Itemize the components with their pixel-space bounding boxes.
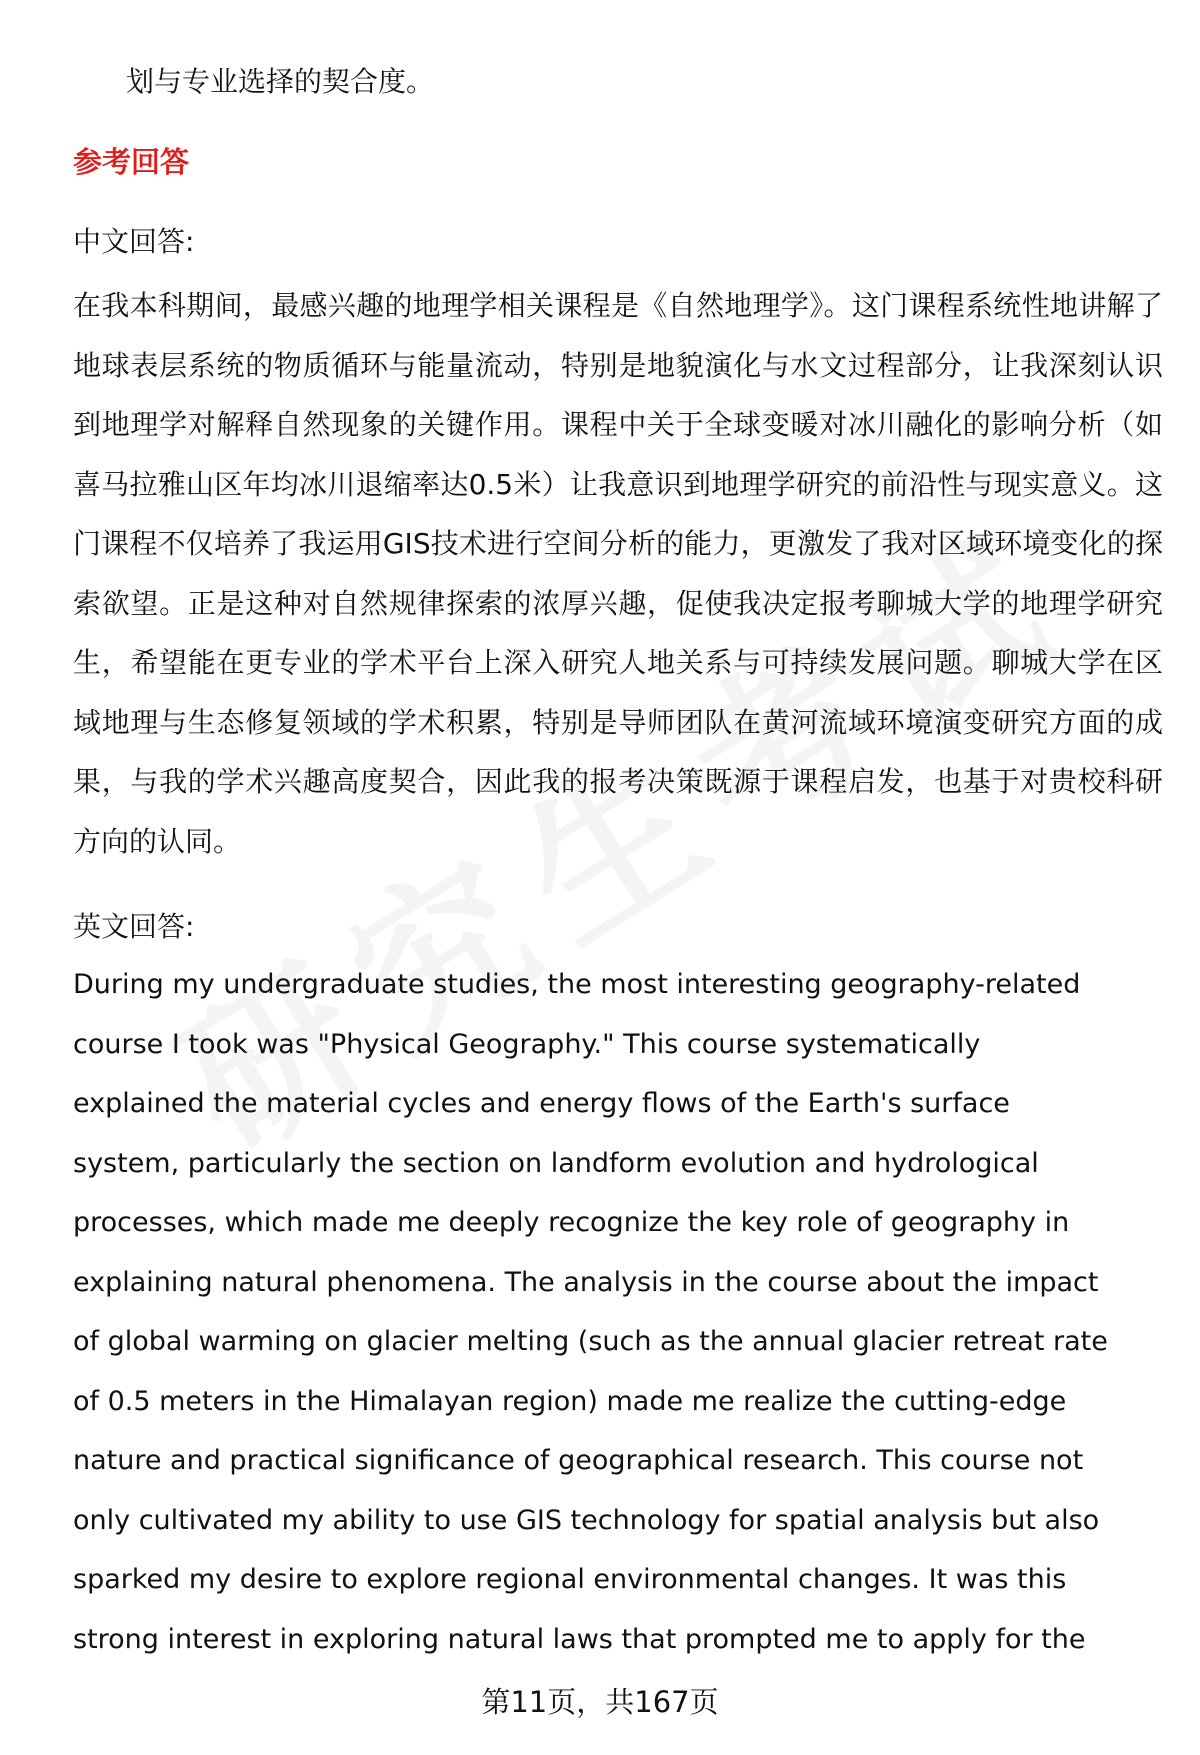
english-answer-label: 英文回答: (73, 910, 195, 943)
english-line: nature and practical significance of geographical research. This course not (73, 1445, 1084, 1476)
english-line: During my undergraduate studies, the most interesting geography-related (73, 969, 1081, 1000)
english-line: only cultivated my ability to use GIS technology for spatial analysis but also (73, 1504, 1100, 1536)
english-line: sparked my desire to explore regional environmental changes. It was this (73, 1564, 1067, 1595)
english-line: strong interest in exploring natural laws that prompted me to apply for the (73, 1623, 1086, 1655)
english-line: course I took was "Physical Geography." This course systematically (73, 1028, 981, 1060)
carry-over-line: 划与专业选择的契合度。 (126, 65, 435, 98)
english-answer-paragraph (73, 955, 1163, 1669)
english-line: system, particularly the section on landform evolution and hydrological (73, 1147, 1039, 1179)
english-line: explained the material cycles and energy flows of the Earth's surface (73, 1088, 1010, 1119)
page-footer: 第11页，共167页 (481, 1685, 719, 1719)
section-heading: 参考回答 (73, 145, 190, 179)
english-line: explaining natural phenomena. The analysis in the course about the impact (73, 1266, 1099, 1298)
english-line: of global warming on glacier melting (such as the annual glacier retreat rate (73, 1326, 1108, 1357)
english-line: processes, which made me deeply recognize the key role of geography in (73, 1207, 1070, 1238)
chinese-answer-paragraph: 在我本科期间，最感兴趣的地理学相关课程是《自然地理学》。这门课程系统性地讲解了地球表层系统的物质循环与能量流动，特别是地貌演化与水文过程部分，让我深刻认识到地理学对解释自然现象的关键作用。课程中关于全球变暖对冰川融化的影响分析（如喜马拉雅山区年均冰川退缩率达0.5米）让我意识到地理学研究的前沿性与现实意义。这门课程不仅培养了我运用GIS技术进行空间分析的能力，更激发了我对区域环境变化的探索欲望。正是这种对自然规律探索的浓厚兴趣，促使我决定报考聊城大学的地理学研究生，希望能在更专业的学术平台上深入研究人地关系与可持续发展问题。聊城大学在区域地理与生态修复领域的学术积累，特别是导师团队在黄河流域环境演变研究方面的成果，与我的学术兴趣高度契合，因此我的报考决策既源于课程启发，也基于对贵校科研方向的认同。 (73, 289, 1163, 858)
chinese-answer-label: 中文回答: (73, 225, 195, 258)
english-line: of 0.5 meters in the Himalayan region) made me realize the cutting-edge (73, 1385, 1067, 1417)
